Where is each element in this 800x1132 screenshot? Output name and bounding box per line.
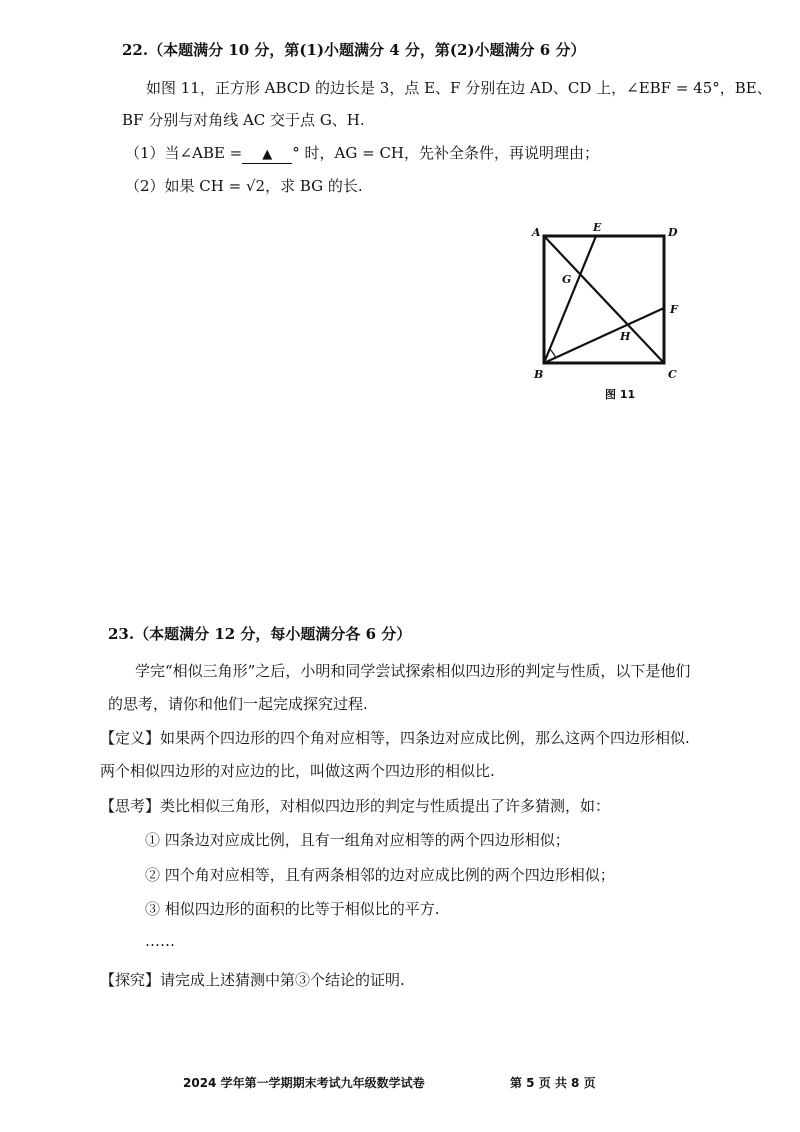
q23-definition-line1: 【定义】如果两个四边形的四个角对应相等，四条边对应成比例，那么这两个四边形相似. [100,729,690,747]
figure-caption: 图 11 [605,388,636,401]
conjecture-2: ② 四个角对应相等，且有两条相邻的边对应成比例的两个四边形相似； [145,866,615,884]
q23-think: 【思考】类比相似三角形，对相似四边形的判定与性质提出了许多猜测，如： [100,797,611,815]
answer-blank [242,147,292,164]
label-h: H [620,330,631,343]
q22-stem-line2: BF 分别与对角线 AC 交于点 G、H. [122,111,365,129]
q22-part2: （2）如果 CH = √2，求 BG 的长. [125,177,363,195]
q23-intro-line1: 学完“相似三角形”之后，小明和同学尝试探索相似四边形的判定与性质，以下是他们 [135,662,691,680]
label-g: G [562,273,572,286]
q23-intro-line2: 的思考，请你和他们一起完成探究过程. [108,695,368,713]
label-c: C [668,368,677,381]
conjecture-3: ③ 相似四边形的面积的比等于相似比的平方. [145,900,440,918]
q22-stem-line1: 如图 11，正方形 ABCD 的边长是 3，点 E、F 分别在边 AD、CD 上，∠EBF = 45°，BE、 [146,79,772,97]
q23-explore: 【探究】请完成上述猜测中第③个结论的证明. [100,971,405,989]
diagonal-ac [544,236,664,363]
footer-page-info: 第 5 页 共 8 页 [510,1076,596,1090]
label-a: A [532,226,541,239]
conjecture-1: ① 四条边对应成比例，且有一组角对应相等的两个四边形相似； [145,831,570,849]
q22-header: 22.（本题满分 10 分，第(1)小题满分 4 分，第(2)小题满分 6 分） [122,41,586,59]
square-diagram [520,218,690,408]
footer-exam-title: 2024 学年第一学期期末考试九年级数学试卷 [183,1076,425,1090]
label-b: B [534,368,544,381]
angle-mark [550,349,556,358]
label-d: D [668,226,678,239]
ellipsis: …… [145,932,175,950]
figure-11 [520,218,690,408]
label-e: E [593,221,602,234]
q22-part1-after: ° 时，AG = CH，先补全条件，再说明理由； [292,144,600,162]
q23-header: 23.（本题满分 12 分，每小题满分各 6 分） [108,625,412,643]
label-f: F [670,303,678,316]
q23-definition-line2: 两个相似四边形的对应边的比，叫做这两个四边形的相似比. [100,762,495,780]
q22-part1-before: （1）当∠ABE = [125,144,243,162]
q22-part1 [125,143,599,164]
triangle-marker-icon: ▲ [262,147,273,162]
